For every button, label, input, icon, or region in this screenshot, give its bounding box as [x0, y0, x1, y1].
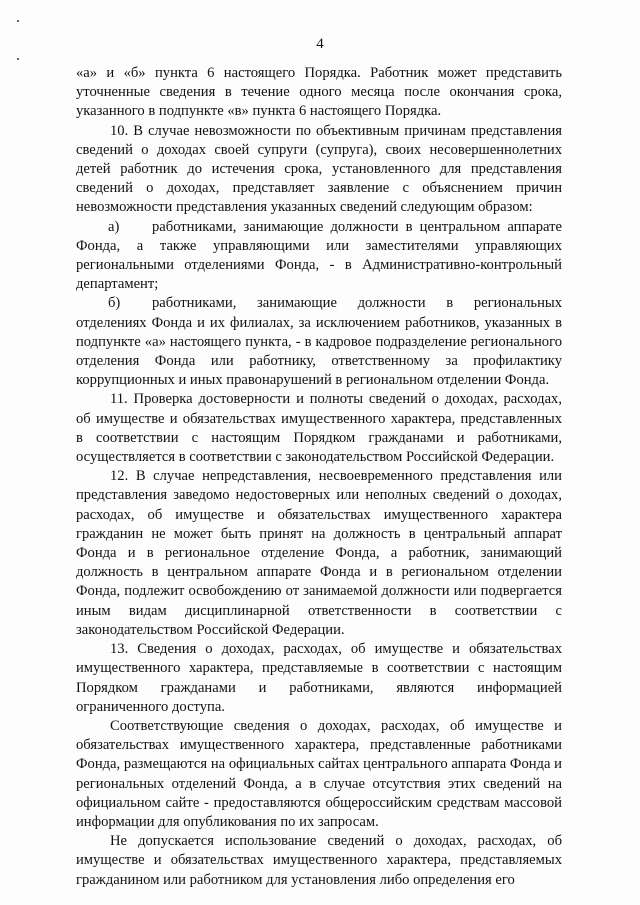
document-body: [76, 64, 562, 890]
list-item-b-text: работниками, занимающие должности в региональных отделениях Фонда и их филиалах, за исключением работников, указанных в подпункте «а» настоящего пункта, - в кадровое подразделение регионального отделения Фонда или работнику, ответственному за профилактику коррупционных и иных правонарушений в региональном отделении Фонда.: [76, 295, 562, 389]
list-item-a: [76, 218, 562, 295]
list-marker-a: а): [108, 218, 120, 235]
paragraph-prohibition: Не допускается использование сведений о доходах, расходах, об имуществе и обязательствах имущественного характера, представляемых гражданином или работником для установления либо определения его: [76, 833, 562, 888]
paragraph-12: 12. В случае непредставления, несвоевременного представления или представления заведомо недостоверных или неполных сведений о доходах, расходах, об имуществе и обязательствах имущественного характера гражданин не может быть принят на должность в центральный аппарат Фонда и в региональное отделение Фонда, а работник, занимающий должность в центральном аппарате Фонда и в региональном отделении Фонда, подлежит освобождению от занимаемой должности или подвергается иным видам дисциплинарной ответственности в соответствии с законодательством Российской Федерации.: [76, 468, 562, 638]
paragraph-13: 13. Сведения о доходах, расходах, об имуществе и обязательствах имущественного характера, представляемые в соответствии с настоящим Порядком гражданами и работниками, являются информацией ограниченного доступа.: [76, 641, 562, 715]
paragraph-11: 11. Проверка достоверности и полноты сведений о доходах, расходах, об имуществе и обязательствах имущественного характера, представленных в соответствии с настоящим Порядком гражданами и работниками, осуществляется в соответствии с законодательством Российской Федерации.: [76, 391, 562, 466]
page-number: 4: [316, 36, 324, 52]
paragraph-continuation: «а» и «б» пункта 6 настоящего Порядка. Работник может представить уточненные сведения в течение одного месяца после окончания срока, указанного в подпункте «в» пункта 6 настоящего Порядка.: [76, 65, 562, 120]
paragraph-10: 10. В случае невозможности по объективным причинам представления сведений о доходах своей супруги (супруга), своих несовершеннолетних детей работник до истечения срока, установленного для представления сведений о доходах, представляет заявление с объяснением причин невозможности представления указанных сведений следующим образом:: [76, 122, 562, 216]
scan-speck: [17, 20, 19, 22]
list-marker-b: б): [108, 295, 121, 312]
list-item-a-text: работниками, занимающие должности в центральном аппарате Фонда, а также управляющими или заместителями управляющих региональными отделениями Фонда, - в Административно-контрольный департамент;: [76, 218, 562, 293]
scan-speck: [17, 58, 19, 60]
paragraph-publication: Соответствующие сведения о доходах, расходах, об имуществе и обязательствах имущественного характера, представленные работниками Фонда, размещаются на официальных сайтах центрального аппарата Фонда и региональных отделений Фонда, а в случае отсутствия этих сведений на официальном сайте - предоставляются общероссийским средствам массовой информации для опубликования по их запросам.: [76, 717, 562, 830]
list-item-b: [76, 294, 562, 390]
